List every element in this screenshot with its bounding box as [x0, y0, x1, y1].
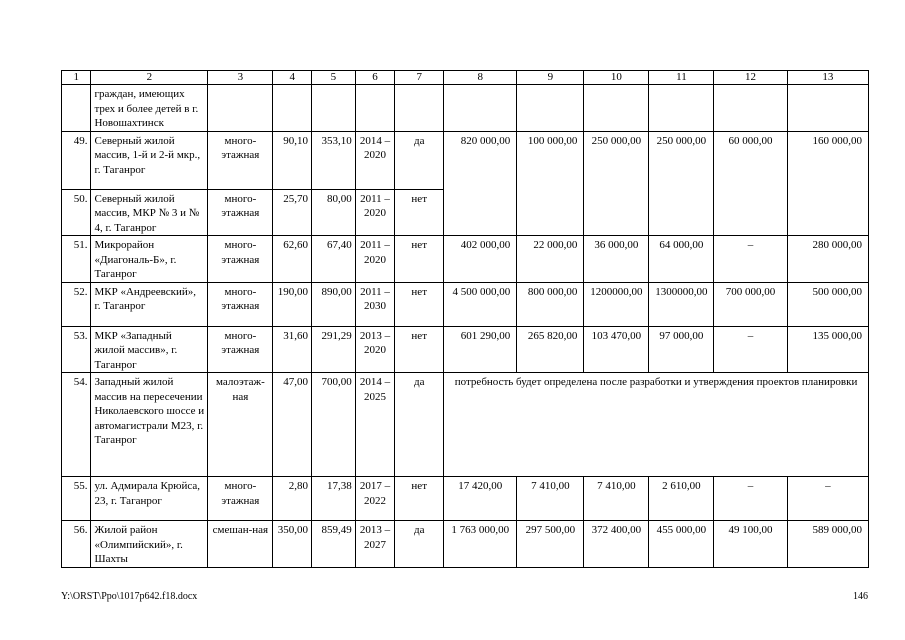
cell-col7: да [395, 521, 444, 568]
cell-type: много-этажная [208, 477, 273, 521]
cell-name: Северный жилой массив, МКР № 3 и № 4, г. Таганрог [91, 189, 208, 236]
cell-number: 56. [62, 521, 91, 568]
cell-col9: 7 410,00 [517, 477, 584, 521]
cell-col12: 60 000,00 [714, 131, 787, 236]
cell-col13: 500 000,00 [787, 282, 868, 326]
cell-col12: 700 000,00 [714, 282, 787, 326]
header-cell: 7 [395, 71, 444, 85]
cell-col4: 2,80 [273, 477, 312, 521]
cell-type: много-этажная [208, 326, 273, 373]
cell-col13: 589 000,00 [787, 521, 868, 568]
cell-number: 49. [62, 131, 91, 189]
cell-col5: 291,29 [312, 326, 356, 373]
cell-col10: 36 000,00 [584, 236, 649, 283]
cell-col4: 47,00 [273, 373, 312, 477]
cell-col11: 97 000,00 [649, 326, 714, 373]
header-cell: 12 [714, 71, 787, 85]
cell-col12: 49 100,00 [714, 521, 787, 568]
cell-period: 2014 – 2025 [355, 373, 395, 477]
page-number: 146 [853, 591, 868, 602]
cell-type: смешан-ная [208, 521, 273, 568]
header-cell: 1 [62, 71, 91, 85]
cell-col8: 402 000,00 [444, 236, 517, 283]
cell-col5: 353,10 [312, 131, 356, 189]
cell-col8: 1 763 000,00 [444, 521, 517, 568]
cell-name: Западный жилой массив на пересечении Николаевского шоссе и автомагистрали М23, г. Таганрог [91, 373, 208, 477]
cell-col13: 135 000,00 [787, 326, 868, 373]
cell-col4: 350,00 [273, 521, 312, 568]
cell-col7: нет [395, 477, 444, 521]
cell-period: 2011 – 2020 [355, 189, 395, 236]
cell-col8: 4 500 000,00 [444, 282, 517, 326]
header-cell: 5 [312, 71, 356, 85]
table-row [62, 236, 869, 283]
cell-number: 53. [62, 326, 91, 373]
cell-col13: – [787, 477, 868, 521]
cell-col7: нет [395, 236, 444, 283]
table-row [62, 477, 869, 521]
cell-col8: 820 000,00 [444, 131, 517, 236]
cell-col13: 280 000,00 [787, 236, 868, 283]
cell-col7: да [395, 373, 444, 477]
cell-col4: 190,00 [273, 282, 312, 326]
table-row [62, 131, 869, 189]
header-cell: 10 [584, 71, 649, 85]
cell-type: много-этажная [208, 189, 273, 236]
cell-col4: 25,70 [273, 189, 312, 236]
housing-table [61, 70, 869, 568]
table-row [62, 282, 869, 326]
header-cell: 6 [355, 71, 395, 85]
cell-type: много-этажная [208, 236, 273, 283]
cell-col9: 800 000,00 [517, 282, 584, 326]
cell-col10: 250 000,00 [584, 131, 649, 236]
cell-col12: – [714, 236, 787, 283]
table-row [62, 326, 869, 373]
cell-col11: 2 610,00 [649, 477, 714, 521]
table-row [62, 521, 869, 568]
cell-col5: 890,00 [312, 282, 356, 326]
cell-col5: 17,38 [312, 477, 356, 521]
cell-col9: 100 000,00 [517, 131, 584, 236]
cell-name: граждан, имеющих трех и более детей в г. Новошахтинск [91, 85, 208, 132]
cell-col4: 90,10 [273, 131, 312, 189]
cell-name: Жилой район «Олимпийский», г. Шахты [91, 521, 208, 568]
cell-col13: 160 000,00 [787, 131, 868, 236]
header-cell: 13 [787, 71, 868, 85]
header-cell: 3 [208, 71, 273, 85]
cell-col11: 64 000,00 [649, 236, 714, 283]
cell-period: 2017 – 2022 [355, 477, 395, 521]
cell-col7: нет [395, 282, 444, 326]
cell-col5: 67,40 [312, 236, 356, 283]
cell-col9: 22 000,00 [517, 236, 584, 283]
cell-col10: 372 400,00 [584, 521, 649, 568]
cell-col5: 700,00 [312, 373, 356, 477]
header-cell: 8 [444, 71, 517, 85]
cell-number: 54. [62, 373, 91, 477]
header-cell: 2 [91, 71, 208, 85]
cell-note: потребность будет определена после разработки и утверждения проектов планировки [444, 373, 869, 477]
cell-name: Микрорайон «Диагональ-Б», г. Таганрог [91, 236, 208, 283]
cell-number: 55. [62, 477, 91, 521]
cell-period: 2013 – 2020 [355, 326, 395, 373]
cell-period: 2013 – 2027 [355, 521, 395, 568]
cell-col4: 31,60 [273, 326, 312, 373]
cell-period: 2011 – 2030 [355, 282, 395, 326]
cell-col9: 297 500,00 [517, 521, 584, 568]
cell-col5: 80,00 [312, 189, 356, 236]
cell-type: много-этажная [208, 282, 273, 326]
cell-name: Северный жилой массив, 1-й и 2-й мкр., г. Таганрог [91, 131, 208, 189]
cell-col10: 1200000,00 [584, 282, 649, 326]
header-cell: 11 [649, 71, 714, 85]
cell-col7: нет [395, 189, 444, 236]
cell-col5: 859,49 [312, 521, 356, 568]
header-cell: 4 [273, 71, 312, 85]
cell-number: 52. [62, 282, 91, 326]
cell-number: 50. [62, 189, 91, 236]
table-row-continuation [62, 85, 869, 132]
cell-col10: 103 470,00 [584, 326, 649, 373]
header-row [62, 71, 869, 85]
cell-number: 51. [62, 236, 91, 283]
cell-col12: – [714, 326, 787, 373]
cell-name: МКР «Андреевский», г. Таганрог [91, 282, 208, 326]
cell-col11: 455 000,00 [649, 521, 714, 568]
cell-col8: 17 420,00 [444, 477, 517, 521]
cell-col11: 1300000,00 [649, 282, 714, 326]
cell-col11: 250 000,00 [649, 131, 714, 236]
document-path: Y:\ORST\Ppo\1017p642.f18.docx [61, 591, 198, 602]
cell-period: 2014 – 2020 [355, 131, 395, 189]
cell-col4: 62,60 [273, 236, 312, 283]
cell-type: много-этажная [208, 131, 273, 189]
header-cell: 9 [517, 71, 584, 85]
cell-name: ул. Адмирала Крюйса, 23, г. Таганрог [91, 477, 208, 521]
cell-col12: – [714, 477, 787, 521]
cell-period: 2011 – 2020 [355, 236, 395, 283]
cell-name: МКР «Западный жилой массив», г. Таганрог [91, 326, 208, 373]
cell-col7: да [395, 131, 444, 189]
table-row [62, 373, 869, 477]
cell-col9: 265 820,00 [517, 326, 584, 373]
cell-col8: 601 290,00 [444, 326, 517, 373]
cell-col10: 7 410,00 [584, 477, 649, 521]
cell-col7: нет [395, 326, 444, 373]
cell-type: малоэтаж-ная [208, 373, 273, 477]
